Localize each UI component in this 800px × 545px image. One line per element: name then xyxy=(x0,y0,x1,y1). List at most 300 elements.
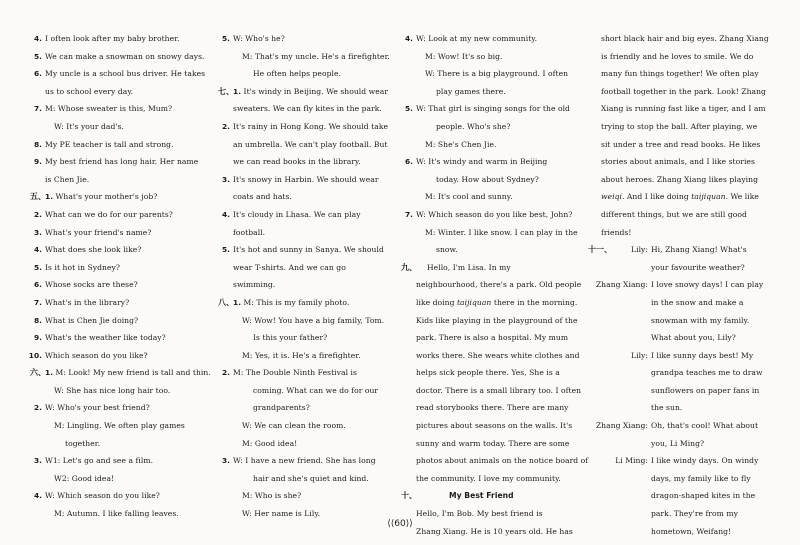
text-line xyxy=(220,118,395,136)
text-line xyxy=(32,188,202,206)
text-line xyxy=(403,294,583,312)
line-content xyxy=(33,399,150,417)
line-content xyxy=(221,118,389,136)
text-line xyxy=(32,329,202,347)
line-text: hometown, Weifang! xyxy=(651,526,732,536)
line-text: My uncle is a school bus driver. He takes xyxy=(45,69,206,79)
line-text: an umbrella. We can't play football. But xyxy=(233,139,388,149)
line-text: the sun. xyxy=(651,403,683,413)
line-content xyxy=(416,276,581,294)
line-text: different things, but we are still good xyxy=(601,209,747,219)
item-number: 7. xyxy=(33,104,42,114)
text-line xyxy=(403,364,583,382)
line-text: W: There is a big playground. I often xyxy=(425,69,569,79)
section-marker: 十一、 xyxy=(588,245,613,255)
text-line xyxy=(588,206,768,224)
text-line xyxy=(588,153,768,171)
line-content xyxy=(33,312,139,330)
item-number: 2. xyxy=(33,403,42,413)
text-line xyxy=(403,65,583,83)
line-content xyxy=(54,118,124,136)
text-line xyxy=(588,48,768,66)
text-line xyxy=(403,259,583,277)
item-number: 6. xyxy=(404,157,413,167)
text-line xyxy=(32,100,202,118)
line-text: wear T-shirts. And we can go xyxy=(233,262,346,272)
line-content xyxy=(33,30,180,48)
line-content xyxy=(233,294,349,312)
line-content xyxy=(242,48,390,66)
text-line xyxy=(403,487,583,505)
text-line xyxy=(220,48,395,66)
text-line xyxy=(403,241,583,259)
line-content xyxy=(253,399,310,417)
text-line xyxy=(588,136,768,154)
line-text: I often look after my baby brother. xyxy=(45,34,180,43)
text-line xyxy=(32,136,202,154)
line-content xyxy=(33,65,206,83)
text-line xyxy=(220,206,395,224)
line-text: the community. I love my community. xyxy=(416,473,561,483)
line-text: together. xyxy=(65,438,101,448)
line-text: pictures about seasons on the walls. It's xyxy=(416,421,573,431)
line-text: coming. What can we do for our xyxy=(253,385,379,395)
line-content xyxy=(651,276,763,294)
line-content xyxy=(427,259,511,277)
line-text: M: It's cool and sunny. xyxy=(425,192,513,202)
text-line xyxy=(220,435,395,453)
text-line xyxy=(220,347,395,365)
speaker-label: Zhang Xiang: xyxy=(595,280,648,290)
line-text: It's cloudy in Lhasa. We can play xyxy=(233,209,361,219)
line-text: grandparents? xyxy=(253,403,310,413)
line-text: What can we do for our parents? xyxy=(45,209,173,219)
text-line xyxy=(588,83,768,101)
text-line xyxy=(588,30,768,48)
line-text: W: I have a new friend. She has long xyxy=(233,456,376,466)
answer-column-4 xyxy=(588,30,768,540)
text-line xyxy=(220,294,395,312)
item-number: 9. xyxy=(33,333,42,343)
text-line xyxy=(220,259,395,277)
text-line xyxy=(403,224,583,242)
line-text: . And I like doing xyxy=(621,192,692,202)
line-text: What's in the library? xyxy=(45,297,130,307)
line-text: neighbourhood, there's a park. Old people xyxy=(416,280,582,290)
text-line xyxy=(32,382,202,400)
line-content xyxy=(416,505,543,523)
section-marker: 七、 xyxy=(218,86,235,96)
line-content xyxy=(221,364,357,382)
item-number: 4. xyxy=(221,209,230,219)
line-content xyxy=(65,435,100,453)
text-line xyxy=(220,276,395,294)
text-line xyxy=(588,312,768,330)
text-line xyxy=(588,399,768,417)
text-line xyxy=(588,276,768,294)
line-text: M: Wow! It's so big. xyxy=(425,51,503,61)
line-text: W: Look at my new community. xyxy=(416,34,538,43)
line-text: coats and hats. xyxy=(233,192,292,202)
item-number: 6. xyxy=(33,280,42,290)
text-line xyxy=(32,206,202,224)
line-content xyxy=(651,382,759,400)
line-text: short black hair and big eyes. Zhang Xiang xyxy=(601,34,769,43)
line-content xyxy=(651,312,749,330)
text-line xyxy=(220,188,395,206)
line-content xyxy=(33,224,152,242)
text-line xyxy=(588,435,768,453)
line-text: read storybooks there. There are many xyxy=(416,403,569,413)
text-line xyxy=(32,276,202,294)
text-line xyxy=(403,452,589,470)
line-text: is Chen Jie. xyxy=(45,174,90,184)
line-text: It's snowy in Harbin. We should wear xyxy=(233,174,379,184)
line-content xyxy=(233,276,275,294)
line-content xyxy=(601,118,757,136)
text-line xyxy=(403,100,583,118)
item-number: 7. xyxy=(404,209,413,219)
line-content xyxy=(651,347,753,365)
section-marker: 九、 xyxy=(401,262,418,272)
italic-term: weiqi xyxy=(601,192,622,202)
line-text: sweaters. We can fly kites in the park. xyxy=(233,104,382,114)
line-content xyxy=(33,206,173,224)
line-text: W: We can clean the room. xyxy=(242,421,346,431)
line-content xyxy=(253,470,369,488)
text-line xyxy=(220,364,395,382)
line-text: like doing xyxy=(416,297,457,307)
line-text: W: Who's he? xyxy=(233,34,285,43)
line-text: W: Her name is Lily. xyxy=(242,509,321,519)
text-line xyxy=(220,452,395,470)
text-line xyxy=(220,399,395,417)
line-text: Is it hot in Sydney? xyxy=(45,262,120,272)
line-content xyxy=(221,452,376,470)
line-content xyxy=(425,65,568,83)
text-line xyxy=(588,329,768,347)
line-content xyxy=(416,294,577,312)
section-marker: 八、 xyxy=(218,297,235,307)
page-number-right-deco: ⟩⟩ xyxy=(405,519,413,529)
line-content xyxy=(45,171,89,189)
line-text: M: That's my uncle. He's a firefighter. xyxy=(242,51,390,61)
text-line xyxy=(403,470,583,488)
line-content xyxy=(436,241,458,259)
item-number: 5. xyxy=(221,34,230,43)
line-text: Kids like playing in the playground of the xyxy=(416,315,578,325)
line-text: us to school every day. xyxy=(45,86,134,96)
text-line xyxy=(403,118,583,136)
line-content xyxy=(425,224,578,242)
page-number-left-deco: ⟨⟨ xyxy=(387,519,395,529)
text-line xyxy=(220,136,395,154)
line-content xyxy=(242,435,297,453)
line-text: M: She's Chen Jie. xyxy=(425,139,497,149)
line-content xyxy=(436,118,510,136)
line-content xyxy=(651,487,755,505)
text-line xyxy=(32,470,202,488)
text-line xyxy=(220,312,395,330)
line-text: football. xyxy=(233,227,266,237)
item-number: 8. xyxy=(33,139,42,149)
text-line xyxy=(220,30,395,48)
line-content xyxy=(651,294,743,312)
line-text: helps sick people there. Yes, She is a xyxy=(416,368,560,378)
text-line xyxy=(32,241,202,259)
text-line xyxy=(220,382,395,400)
text-line xyxy=(220,100,395,118)
text-line xyxy=(588,505,768,523)
line-content xyxy=(449,487,514,505)
speaker-label: Zhang Xiang: xyxy=(595,421,648,431)
line-content xyxy=(651,435,704,453)
text-line xyxy=(30,364,211,382)
line-content xyxy=(221,30,285,48)
italic-term: taijiquan xyxy=(691,192,726,202)
line-content xyxy=(651,399,682,417)
line-content xyxy=(651,523,731,541)
text-line xyxy=(403,136,583,154)
line-text: play games there. xyxy=(436,86,506,96)
line-content xyxy=(54,470,114,488)
text-line xyxy=(588,171,768,189)
line-content xyxy=(436,83,506,101)
line-content xyxy=(416,452,588,470)
line-content xyxy=(33,136,174,154)
line-text: trying to stop the ball. After playing, we xyxy=(601,121,758,131)
item-number: 7. xyxy=(33,297,42,307)
line-content xyxy=(54,382,170,400)
line-text: W: That girl is singing songs for the old xyxy=(416,104,570,114)
item-number: 10. xyxy=(28,350,42,360)
line-content xyxy=(33,452,154,470)
text-line xyxy=(32,487,202,505)
text-line xyxy=(32,452,202,470)
text-line xyxy=(403,206,583,224)
line-content xyxy=(425,188,513,206)
line-text: What is Chen Jie doing? xyxy=(45,315,139,325)
essay-title: My Best Friend xyxy=(449,491,514,501)
text-line xyxy=(588,118,768,136)
line-text: M: Look! My new friend is tall and thin. xyxy=(55,368,211,378)
text-line xyxy=(403,276,583,294)
item-number: 2. xyxy=(221,121,230,131)
item-number: 1. xyxy=(233,297,242,307)
answer-column-1 xyxy=(28,30,211,523)
line-text: Hi, Zhang Xiang! What's xyxy=(651,245,747,255)
line-text: W: Which season do you like best, John? xyxy=(416,209,573,219)
line-content xyxy=(425,136,497,154)
item-number: 1. xyxy=(233,86,242,96)
section-marker: 五、 xyxy=(30,192,47,202)
line-content xyxy=(233,83,388,101)
page-number-value: 60 xyxy=(394,519,406,529)
line-content xyxy=(416,347,580,365)
line-text: M: Yes, it is. He's a firefighter. xyxy=(242,350,361,360)
line-content xyxy=(33,276,138,294)
line-text: W2: Good idea! xyxy=(54,473,115,483)
line-content xyxy=(651,329,736,347)
text-line xyxy=(32,83,202,101)
text-line xyxy=(32,65,206,83)
line-content xyxy=(33,100,173,118)
line-content xyxy=(416,399,568,417)
answer-column-3 xyxy=(401,30,589,540)
text-line xyxy=(32,294,202,312)
line-content xyxy=(651,259,745,277)
line-content xyxy=(33,259,120,277)
line-text: It's windy in Beijing. We should wear xyxy=(243,86,389,96)
item-number: 3. xyxy=(221,456,230,466)
line-content xyxy=(54,505,179,523)
text-line xyxy=(403,329,583,347)
item-number: 2. xyxy=(33,209,42,219)
line-content xyxy=(416,312,577,330)
line-text: W: Who's your best friend? xyxy=(45,403,150,413)
item-number: 4. xyxy=(33,245,42,255)
line-text: many fun things together! We often play xyxy=(601,69,759,79)
line-content xyxy=(45,188,157,206)
line-text: W: Which season do you like? xyxy=(45,491,160,501)
line-content xyxy=(221,171,379,189)
line-content xyxy=(253,65,341,83)
line-text: M: Lingling. We often play games xyxy=(54,421,185,431)
text-line xyxy=(403,312,583,330)
line-text: What's your mother's job? xyxy=(55,192,158,202)
line-content xyxy=(33,329,166,347)
text-line xyxy=(588,224,768,242)
text-line xyxy=(588,487,768,505)
line-content xyxy=(601,224,631,242)
text-line xyxy=(403,435,583,453)
line-content xyxy=(651,364,763,382)
text-line xyxy=(588,364,768,382)
text-line xyxy=(588,100,768,118)
item-number: 4. xyxy=(404,34,413,43)
line-text: today. How about Sydney? xyxy=(436,174,539,184)
text-line xyxy=(403,30,583,48)
speaker-label: Lily: xyxy=(631,350,648,360)
section-marker: 十、 xyxy=(401,491,418,501)
text-line xyxy=(403,83,583,101)
line-content xyxy=(601,171,758,189)
page-number xyxy=(368,519,432,529)
line-text: I like sunny days best! My xyxy=(651,350,754,360)
line-content xyxy=(221,241,384,259)
line-content xyxy=(404,30,538,48)
speaker-label: Lily: xyxy=(631,245,648,255)
text-line xyxy=(403,347,583,365)
text-line xyxy=(32,171,202,189)
text-line xyxy=(32,118,202,136)
line-content xyxy=(601,136,760,154)
line-content xyxy=(601,188,759,206)
line-content xyxy=(233,224,265,242)
line-text: M: Whose sweater is this, Mum? xyxy=(45,104,173,114)
line-text: W: It's your dad's. xyxy=(54,121,124,131)
line-content xyxy=(242,505,320,523)
line-content xyxy=(33,294,130,312)
line-text: works there. She wears white clothes and xyxy=(416,350,580,360)
line-content xyxy=(45,364,211,382)
line-text: park. There is also a hospital. My mum xyxy=(416,333,569,343)
line-text: in the snow and make a xyxy=(651,297,744,307)
text-line xyxy=(403,188,583,206)
text-line xyxy=(220,417,395,435)
text-line xyxy=(32,417,202,435)
text-line xyxy=(220,487,395,505)
line-text: Whose socks are these? xyxy=(45,280,138,290)
line-content xyxy=(233,136,388,154)
line-content xyxy=(651,241,747,259)
line-text: I love snowy days! I can play xyxy=(651,280,764,290)
item-number: 8. xyxy=(33,315,42,325)
line-content xyxy=(416,329,568,347)
text-line xyxy=(220,241,395,259)
line-text: hair and she's quiet and kind. xyxy=(253,473,369,483)
line-text: sunny and warm today. There are some xyxy=(416,438,570,448)
line-text: your favourite weather? xyxy=(651,262,745,272)
text-line xyxy=(588,259,768,277)
text-line xyxy=(32,30,202,48)
line-content xyxy=(233,100,382,118)
text-line xyxy=(32,48,205,66)
text-line xyxy=(220,224,395,242)
text-line xyxy=(588,417,768,435)
italic-term: taijiquan xyxy=(456,297,492,307)
line-content xyxy=(233,259,346,277)
item-number: 9. xyxy=(33,157,42,167)
item-number: 3. xyxy=(221,174,230,184)
text-line xyxy=(588,470,768,488)
text-line xyxy=(32,153,202,171)
line-content xyxy=(404,206,573,224)
line-content xyxy=(242,487,301,505)
line-text: you, Li Ming? xyxy=(651,438,705,448)
line-text: swimming. xyxy=(233,280,276,290)
text-line xyxy=(403,153,583,171)
line-content xyxy=(416,382,581,400)
line-content xyxy=(651,505,738,523)
line-text: football together in the park. Look! Zhang xyxy=(601,86,766,96)
text-line xyxy=(32,399,202,417)
line-content xyxy=(33,487,160,505)
line-content xyxy=(601,30,769,48)
line-text: We can make a snowman on snowy days. xyxy=(45,51,205,61)
line-text: stories about animals, and I like stories xyxy=(601,157,755,167)
text-line xyxy=(220,153,395,171)
line-content xyxy=(436,171,539,189)
line-text: sunflowers on paper fans in xyxy=(651,385,760,395)
line-content xyxy=(416,364,560,382)
line-text: doctor. There is a small library too. I often xyxy=(416,385,582,395)
speaker-label: Li Ming: xyxy=(615,456,648,466)
line-text: grandpa teaches me to draw xyxy=(651,368,763,378)
line-text: M: Good idea! xyxy=(242,438,298,448)
text-line xyxy=(32,259,202,277)
text-line xyxy=(588,241,768,259)
text-line xyxy=(588,188,768,206)
text-line xyxy=(403,417,583,435)
line-text: . We like xyxy=(725,192,759,202)
line-content xyxy=(416,470,561,488)
text-line xyxy=(220,83,395,101)
line-content xyxy=(601,100,766,118)
line-text: M: The Double Ninth Festival is xyxy=(233,368,357,378)
line-text: snowman with my family. xyxy=(651,315,750,325)
line-text: What about you, Lily? xyxy=(651,333,736,343)
